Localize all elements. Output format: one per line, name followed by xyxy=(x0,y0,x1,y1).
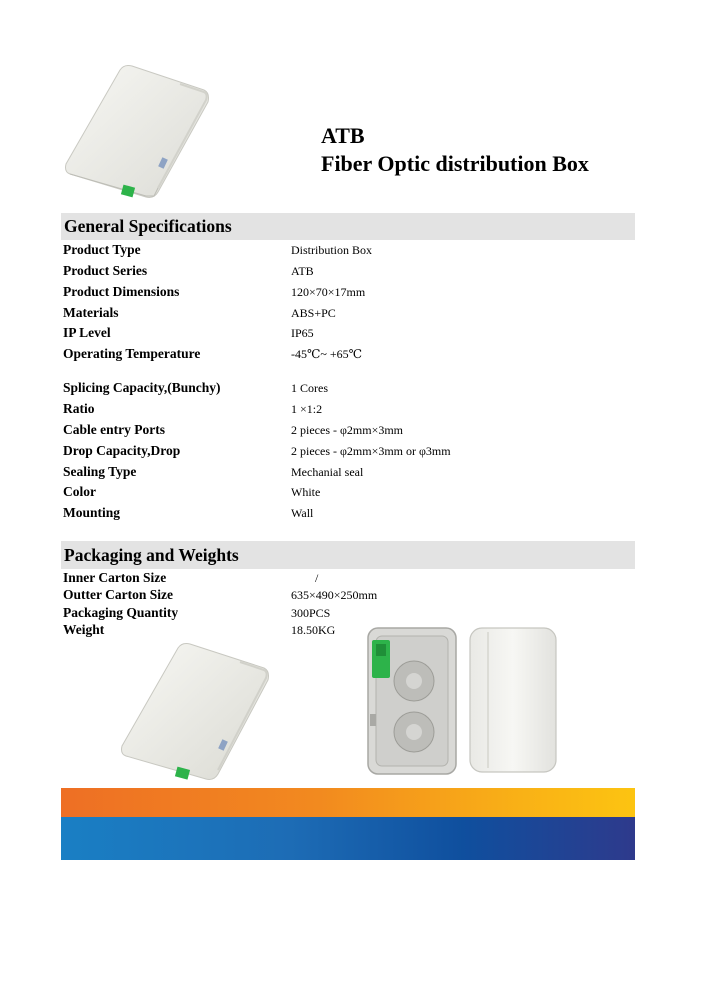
product-image-closed-box-large xyxy=(118,640,273,785)
packaging-value: 300PCS xyxy=(291,606,331,620)
spec-label: IP Level xyxy=(63,325,111,340)
packaging-row xyxy=(63,570,623,588)
spec-label: Operating Temperature xyxy=(63,346,201,361)
spec-row xyxy=(63,242,623,262)
spec-value: Distribution Box xyxy=(291,243,373,257)
spec-row xyxy=(63,464,623,484)
spec-label: Color xyxy=(63,484,96,499)
spec-label: Ratio xyxy=(63,401,95,416)
spec-label: Cable entry Ports xyxy=(63,422,165,437)
spec-value: 1 Cores xyxy=(291,381,328,395)
spec-label: Product Dimensions xyxy=(63,284,180,299)
spec-label: Splicing Capacity,(Bunchy) xyxy=(63,380,221,395)
packaging-label: Outter Carton Size xyxy=(63,587,173,602)
spec-row xyxy=(63,484,623,504)
spec-row xyxy=(63,380,623,400)
footer-band-orange xyxy=(61,788,635,817)
spec-value: ABS+PC xyxy=(291,306,336,320)
spec-value: ATB xyxy=(291,264,314,278)
spec-label: Sealing Type xyxy=(63,464,137,479)
spec-row xyxy=(63,263,623,283)
spec-value: 1 ×1:2 xyxy=(291,402,323,416)
packaging-label: Inner Carton Size xyxy=(63,570,167,585)
product-title: Fiber Optic distribution Box xyxy=(321,151,589,176)
spec-row xyxy=(63,346,623,366)
general-specs-heading: General Specifications xyxy=(61,213,635,240)
spec-label: Materials xyxy=(63,305,119,320)
spec-row xyxy=(63,422,623,442)
spec-label: Drop Capacity,Drop xyxy=(63,443,181,458)
spec-row xyxy=(63,284,623,304)
packaging-label: Weight xyxy=(63,622,105,637)
spec-value: White xyxy=(291,485,321,499)
packaging-value: 18.50KG xyxy=(291,623,336,637)
product-image-cover xyxy=(468,626,558,774)
spec-row xyxy=(63,325,623,345)
spec-label: Mounting xyxy=(63,505,121,520)
spec-row xyxy=(63,401,623,421)
product-image-closed-box xyxy=(62,62,212,202)
spec-label: Product Type xyxy=(63,242,141,257)
spec-value: Mechanial seal xyxy=(291,465,364,479)
packaging-label: Packaging Quantity xyxy=(63,605,179,620)
packaging-heading: Packaging and Weights xyxy=(61,541,635,569)
packaging-row xyxy=(63,605,623,623)
packaging-value: 635×490×250mm xyxy=(291,588,378,602)
packaging-value: / xyxy=(315,571,319,585)
packaging-row xyxy=(63,587,623,605)
spec-row xyxy=(63,443,623,463)
spec-value: IP65 xyxy=(291,326,314,340)
product-image-open-tray xyxy=(366,626,458,776)
spec-value: 120×70×17mm xyxy=(291,285,366,299)
spec-row xyxy=(63,305,623,325)
product-model: ATB xyxy=(321,123,365,148)
spec-value: 2 pieces - φ2mm×3mm or φ3mm xyxy=(291,444,451,458)
spec-label: Product Series xyxy=(63,263,148,278)
footer-band-blue xyxy=(61,817,635,860)
spec-value: 2 pieces - φ2mm×3mm xyxy=(291,423,404,437)
spec-row xyxy=(63,505,623,525)
spec-value: Wall xyxy=(291,506,314,520)
spec-value: -45℃~ +65℃ xyxy=(291,347,363,361)
